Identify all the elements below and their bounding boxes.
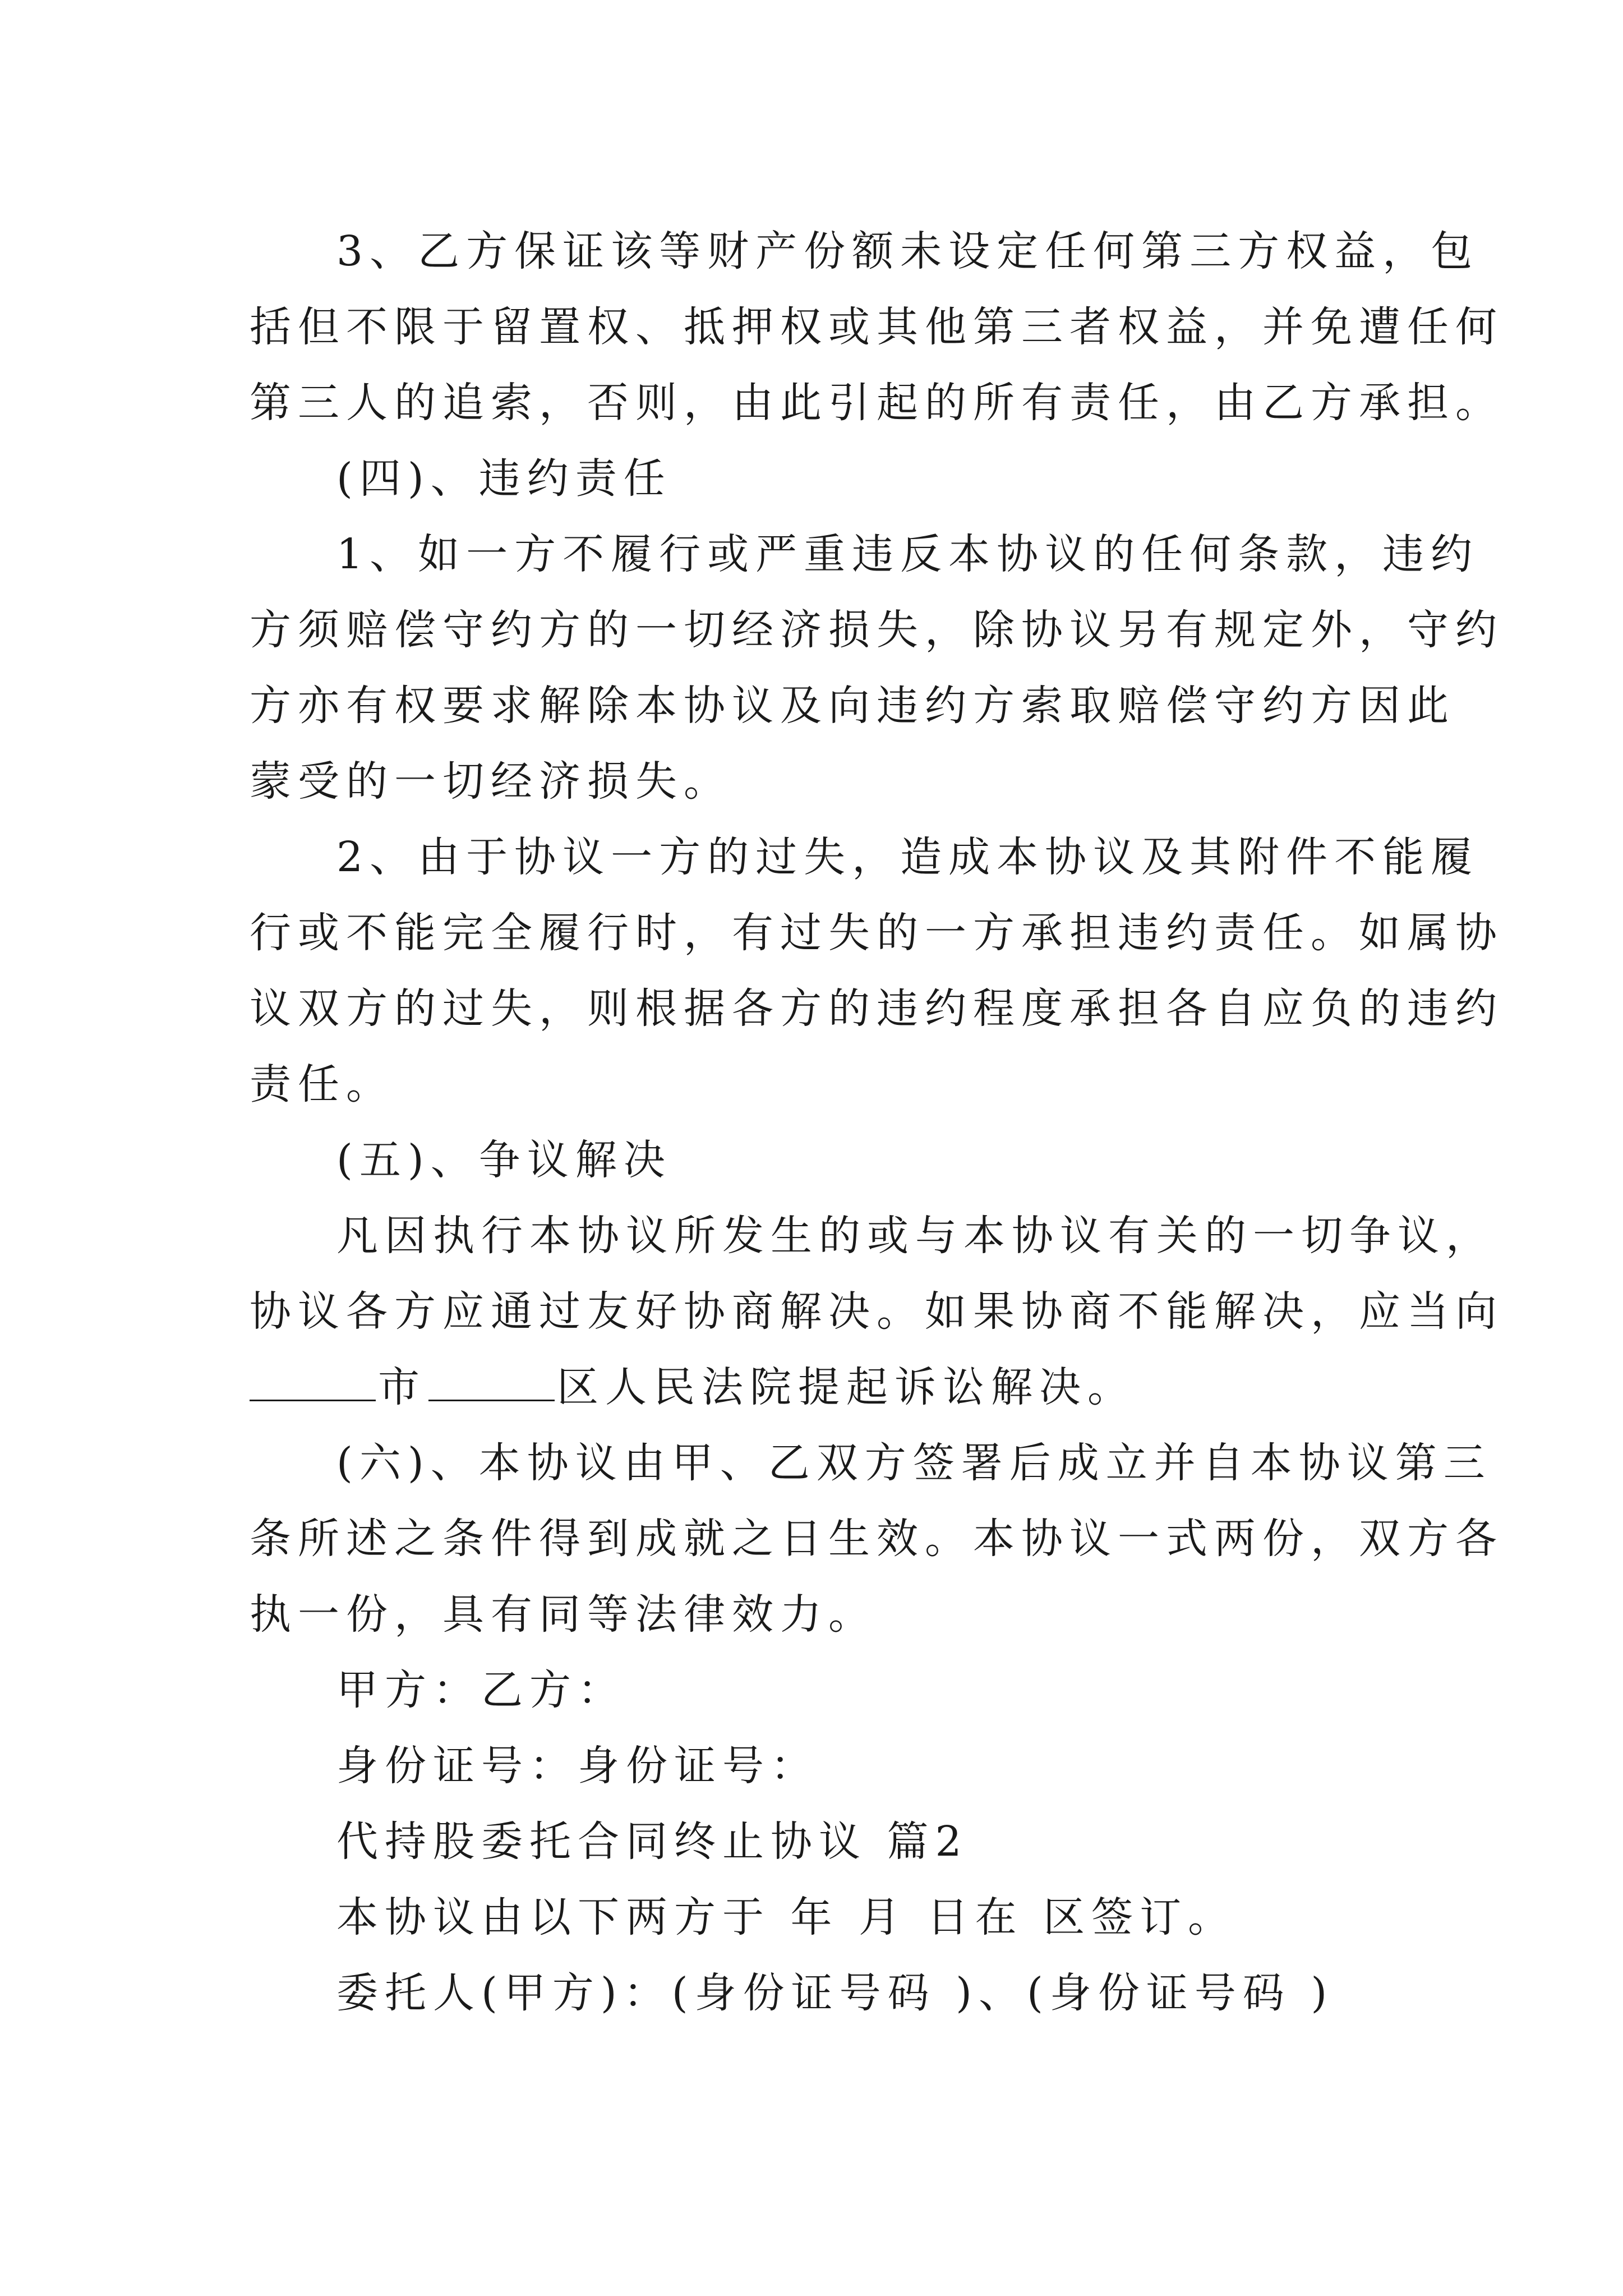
paragraph-line: 行或不能完全履行时，有过失的一方承担违约责任。如属协 <box>250 909 1504 957</box>
paragraph-line: 方亦有权要求解除本协议及向违约方索取赔偿守约方因此 <box>250 682 1455 730</box>
paragraph-line: 蒙受的一切经济损失。 <box>250 757 732 806</box>
paragraph-line: 执一份，具有同等法律效力。 <box>250 1590 877 1639</box>
blank-city-field <box>250 1366 376 1401</box>
paragraph-line: 协议各方应通过友好协商解决。如果协商不能解决，应当向 <box>250 1287 1504 1336</box>
paragraph-line: 委托人(甲方)：(身份证号码 )、(身份证号码 ) <box>336 1969 1334 2017</box>
id-number-line: 身份证号：身份证号： <box>336 1742 819 1790</box>
court-line <box>250 1359 1405 1415</box>
paragraph-line: 2、由于协议一方的过失，造成本协议及其附件不能履 <box>336 833 1479 881</box>
section-heading: (五)、争议解决 <box>336 1136 672 1184</box>
party-signature-line: 甲方：乙方： <box>336 1666 626 1714</box>
paragraph-line: 条所述之条件得到成就之日生效。本协议一式两份，双方各 <box>250 1515 1504 1563</box>
paragraph-line: (六)、本协议由甲、乙双方签署后成立并自本协议第三 <box>336 1439 1492 1487</box>
court-text: 区人民法院提起诉讼解决。 <box>557 1363 1136 1411</box>
paragraph-line: 本协议由以下两方于 年 月 日在 区签订。 <box>336 1893 1237 1941</box>
document-title: 代持股委托合同终止协议 篇2 <box>336 1818 969 1866</box>
paragraph-line: 方须赔偿守约方的一切经济损失，除协议另有规定外，守约 <box>250 606 1504 654</box>
paragraph-line: 括但不限于留置权、抵押权或其他第三者权益，并免遭任何 <box>250 303 1504 351</box>
paragraph-line: 第三人的追索，否则，由此引起的所有责任，由乙方承担。 <box>250 379 1504 427</box>
paragraph-line: 凡因执行本协议所发生的或与本协议有关的一切争议， <box>336 1212 1494 1260</box>
section-heading: (四)、违约责任 <box>336 454 672 503</box>
blank-district-field <box>428 1366 555 1401</box>
city-label: 市 <box>378 1363 426 1411</box>
paragraph-line: 1、如一方不履行或严重违反本协议的任何条款，违约 <box>336 530 1479 578</box>
paragraph-line: 责任。 <box>250 1060 394 1108</box>
paragraph-line: 议双方的过失，则根据各方的违约程度承担各自应负的违约 <box>250 984 1504 1033</box>
paragraph-line: 3、乙方保证该等财产份额未设定任何第三方权益，包 <box>336 227 1479 275</box>
